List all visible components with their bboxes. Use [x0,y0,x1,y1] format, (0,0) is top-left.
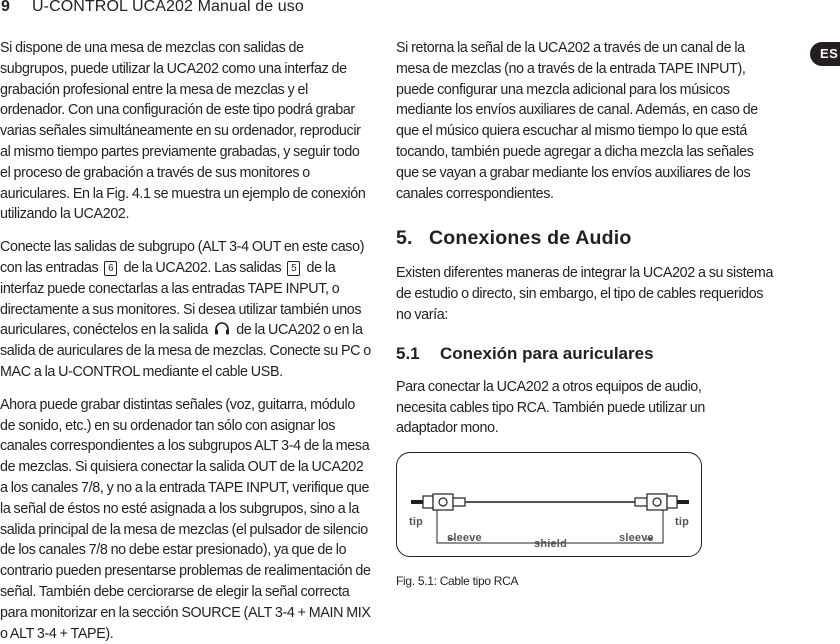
tip-label-left: tip [409,516,424,529]
connector-ref-6: 6 [104,261,117,276]
left-column [0,38,372,644]
left-paragraph-2 [0,237,372,383]
connector-ref-5: 5 [287,261,300,276]
shield-label: shield [534,538,567,551]
page-number: 9 [1,0,10,15]
left-plug-body [433,494,453,510]
right-plug-sleeve [667,496,677,508]
right-paragraph-1: Si retorna la señal de la UCA202 a través de un canal de la mesa de mezclas (no a través de la entrada TAPE INPUT), puede configurar una mezcla adicional para los músicos mediante los envíos auxiliares de canal. Además, en caso de que el músico quiera escuchar al mismo tiempo lo que está tocando, también puede agregar a dicha mezcla las señales que se vayan a grabar mediante los envíos auxiliares de los canales correspondientes. [396,40,758,202]
sleeve-label-right: sleeve [619,532,654,545]
left-paragraph-2-part-d: de la UCA202 o en la salida de auriculares de la mesa de mezclas. Conecte su PC o MAC a la U-CONTROL mediante el cable USB. [0,322,371,380]
left-paragraph-2-part-a: Conecte las salidas de subgrupo (ALT 3-4 OUT en este caso) con las entradas [0,239,365,276]
right-column [396,38,774,589]
rca-cable-figure [396,452,702,557]
left-paragraph-3: Ahora puede grabar distintas señales (voz, guitarra, módulo de sonido, etc.) en su ordenador tan sólo con asignar los canales correspondientes a los subgrupos ALT 3-4 de la mesa de mezclas. Si quisiera conectar la salida OUT de la UCA202 a los canales 7/8, y no a la entrada TAPE INPUT, verifique que la señal de éstos no esté asignada a los subgrupos, sino a la salida principal de la mesa de mezclas (el pulsador de silencio de los canales 7/8 no debe estar presionado), ya que de lo contrario pueden presentarse problemas de realimentación de señal. También debe cerciorarse de elegir la señal correcta para monitorizar en la sección SOURCE (ALT 3-4 + MAIN MIX o ALT 3-4 + TAPE). [0,396,371,642]
subsection-heading [396,342,774,366]
left-paragraph-2-part-c: de la interfaz puede conectarlas a las entradas TAPE INPUT, o directamente a sus monitores. Si desea utilizar también unos auriculares, conéctelos en la salida [0,259,362,339]
tip-label-right: tip [675,516,690,529]
right-plug-body [647,494,667,510]
section-title: Conexiones de Audio [429,227,632,250]
section-number: 5. [396,227,413,250]
figure-caption: Fig. 5.1: Cable tipo RCA [396,574,519,589]
right-paragraph-3: Para conectar la UCA202 a otros equipos de audio, necesita cables tipo RCA. También puede utilizar un adaptador mono. [396,378,705,437]
left-plug-sleeve [423,496,433,508]
language-tab: ES [810,42,840,66]
page-header [0,0,304,18]
sleeve-label-left: sleeve [447,532,482,545]
headphones-icon [214,322,230,335]
section-heading [396,225,774,251]
left-paragraph-2-part-b: de la UCA202. Las salidas [123,259,282,276]
right-plug-tip [677,500,689,504]
subsection-number: 5.1 [396,343,420,363]
left-paragraph-1: Si dispone de una mesa de mezclas con salidas de subgrupos, puede utilizar la UCA202 como una interfaz de grabación profesional entre la mesa de mezclas y el ordenador. Con una configuración de este tipo podrá grabar varias señales simultáneamente en su ordenador, reproducir al mismo tiempo partes previamente grabadas, y seguir todo el proceso de grabación a través de sus monitores o auriculares. En la Fig. 4.1 se muestra un ejemplo de conexión utilizando la UCA202. [0,40,366,223]
header-title: U-CONTROL UCA202 Manual de uso [32,0,304,15]
right-paragraph-2: Existen diferentes maneras de integrar la UCA202 a su sistema de estudio o directo, sin embargo, el tipo de cables requeridos no varía: [396,265,774,323]
left-plug-tip [411,500,423,504]
subsection-title: Conexión para auriculares [440,343,654,363]
